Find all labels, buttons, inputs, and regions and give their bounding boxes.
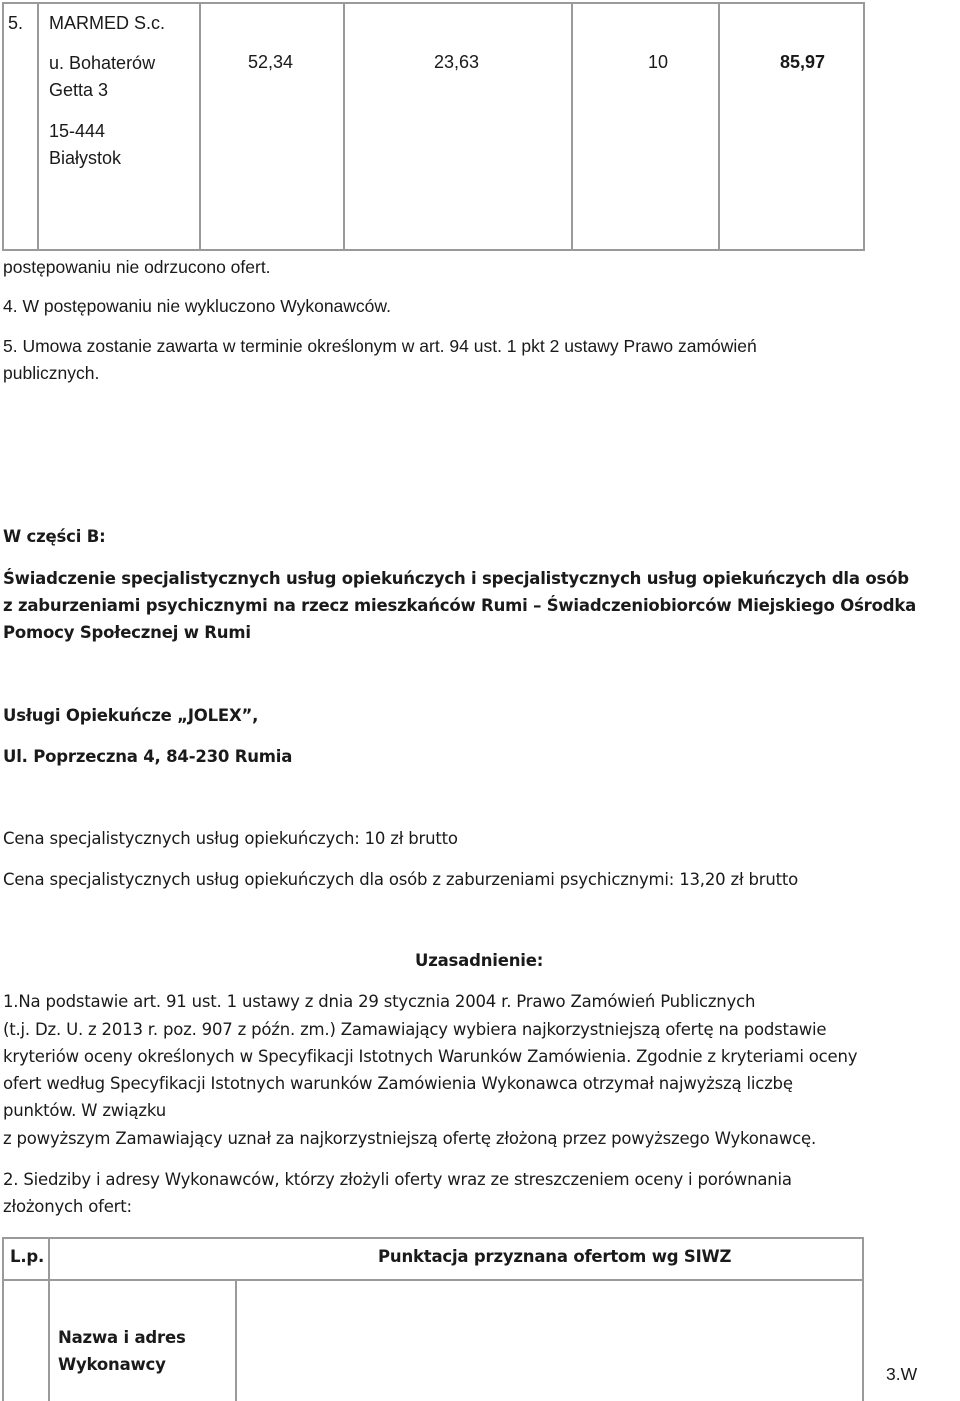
justification-text: (t.j. Dz. U. z 2013 r. poz. 907 z późn. zm.) Zamawiający wybiera najkorzystniejszą ofertę na podstawie [3, 1020, 827, 1039]
table-border [2, 2, 865, 4]
table-border [2, 249, 865, 251]
justification-text: kryteriów oceny określonych w Specyfikacji Istotnych Warunków Zamówienia. Zgodnie z kryteriami oceny [3, 1047, 858, 1066]
contract-description: Świadczenie specjalistycznych usług opiekuńczych i specjalistycznych usług opiekuńczych dla osób [3, 569, 909, 588]
column-header-points: Punktacja przyznana ofertom wg SIWZ [378, 1247, 732, 1266]
score-total: 85,97 [780, 52, 826, 72]
contract-description: z zaburzeniami psychicznymi na rzecz mieszkańców Rumi – Świadczeniobiorców Miejskiego Ośrodka [3, 596, 917, 615]
table-border [2, 1237, 4, 1401]
text-line: 4. W postępowaniu nie wykluczono Wykonawców. [3, 296, 391, 316]
table-border [2, 2, 4, 251]
firm-street: u. Bohaterów [49, 53, 156, 73]
justification-text: punktów. W związku [3, 1101, 166, 1120]
firm-street-number: Getta 3 [49, 80, 109, 100]
page-footer-fragment: 3.W [886, 1364, 918, 1384]
column-header-contractor: Wykonawcy [58, 1355, 166, 1374]
row-number: 5. [8, 13, 24, 33]
table-border [48, 1237, 50, 1401]
text-line: 5. Umowa zostanie zawarta w terminie określonym w art. 94 ust. 1 pkt 2 ustawy Prawo zamówień [3, 336, 757, 356]
table-border [37, 2, 39, 251]
justification-text: z powyższym Zamawiający uznał za najkorzystniejszą ofertę złożoną przez powyższego Wykonawcę. [3, 1129, 817, 1148]
score-criterion-3: 10 [648, 52, 669, 72]
justification-text: ofert według Specyfikacji Istotnych warunków Zamówienia Wykonawca otrzymał najwyższą liczbę [3, 1074, 793, 1093]
price-line: Cena specjalistycznych usług opiekuńczych dla osób z zaburzeniami psychicznymi: 13,20 zł brutto [3, 870, 799, 889]
justification-title: Uzasadnienie: [415, 951, 544, 970]
table-border [571, 2, 573, 251]
firm-city: Białystok [49, 148, 122, 168]
text-line: postępowaniu nie odrzucono ofert. [3, 257, 271, 277]
table-border [862, 1237, 864, 1401]
score-price: 52,34 [248, 52, 294, 72]
justification-text: 2. Siedziby i adresy Wykonawców, którzy złożyli oferty wraz ze streszczeniem oceny i porównania [3, 1170, 792, 1189]
column-header-lp: L.p. [10, 1247, 45, 1266]
table-border [343, 2, 345, 251]
table-border [235, 1279, 237, 1401]
text-line: publicznych. [3, 363, 100, 383]
justification-text: złożonych ofert: [3, 1197, 132, 1216]
price-line: Cena specjalistycznych usług opiekuńczych: 10 zł brutto [3, 829, 458, 848]
contractor-name: Usługi Opiekuńcze „JOLEX”, [3, 706, 259, 725]
column-header-contractor: Nazwa i adres [58, 1328, 186, 1347]
contract-description: Pomocy Społecznej w Rumi [3, 623, 251, 642]
table-border [2, 1279, 864, 1281]
section-heading-part-b: W części B: [3, 527, 106, 546]
score-criterion-2: 23,63 [434, 52, 480, 72]
firm-name: MARMED S.c. [49, 13, 166, 33]
contractor-address: Ul. Poprzeczna 4, 84-230 Rumia [3, 747, 293, 766]
table-border [718, 2, 720, 251]
table-border [199, 2, 201, 251]
firm-postcode: 15-444 [49, 121, 106, 141]
justification-text: 1.Na podstawie art. 91 ust. 1 ustawy z dnia 29 stycznia 2004 r. Prawo Zamówień Publicznych [3, 992, 756, 1011]
table-border [2, 1237, 864, 1239]
table-border [863, 2, 865, 251]
